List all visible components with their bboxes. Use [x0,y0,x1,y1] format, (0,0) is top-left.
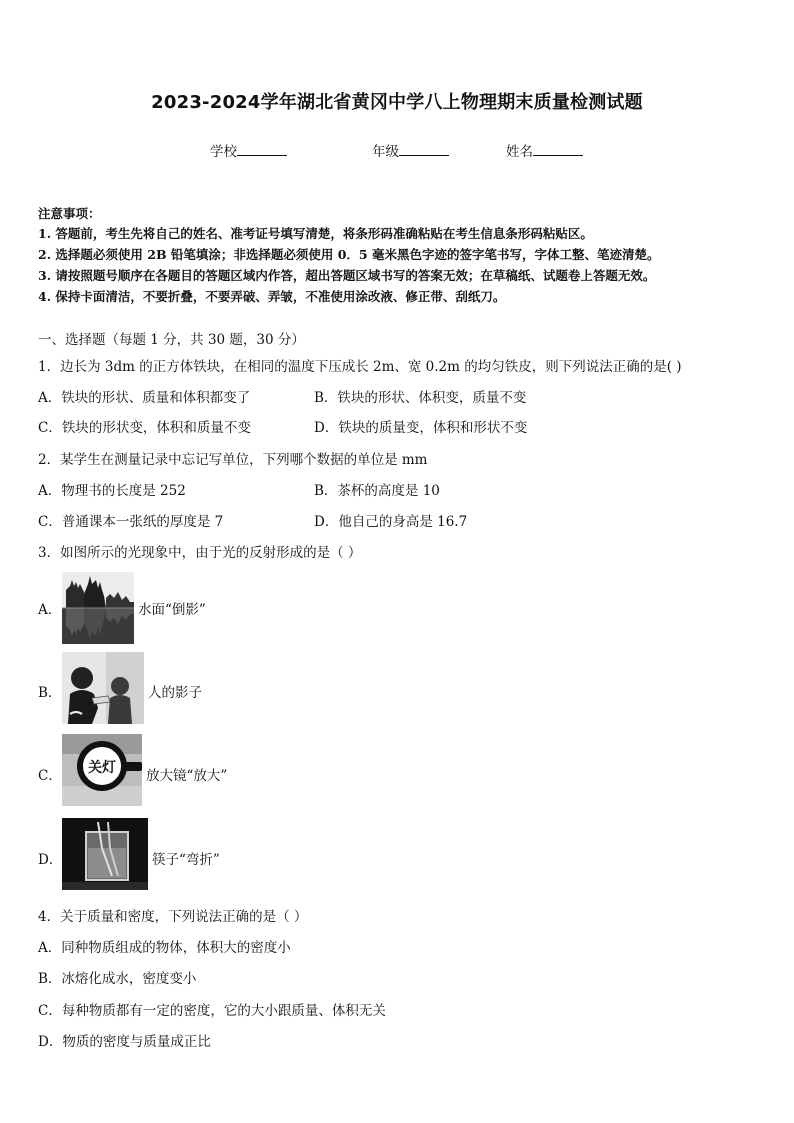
q4-option-b[interactable]: B．冰熔化成水，密度变小 [38,971,197,987]
q3-option-a-photo[interactable] [62,572,134,644]
q3-option-c-photo[interactable] [62,734,142,806]
chopsticks-photo-icon [62,818,148,890]
notice-heading: 注意事项： [38,206,101,221]
q3-option-b-photo[interactable] [62,652,144,724]
q2-option-d[interactable]: D．他自己的身高是 16.7 [314,514,468,530]
grade-label: 年级 [372,144,399,160]
q2-stem: 2．某学生在测量记录中忘记写单位，下列哪个数据的单位是 mm [38,452,428,468]
magnifier-photo-icon [62,734,142,806]
q4-stem: 4．关于质量和密度，下列说法正确的是（ ） [38,909,308,925]
q4-option-a[interactable]: A．同种物质组成的物体，体积大的密度小 [38,940,291,956]
q3-option-d-letter[interactable]: D． [38,852,63,868]
notice-item-1: 1. 答题前，考生先将自己的姓名、准考证号填写清楚，将条形码准确粘贴在考生信息条形码粘贴区。 [38,226,593,241]
page-title: 2023-2024学年湖北省黄冈中学八上物理期末质量检测试题 [151,92,643,113]
grade-field[interactable] [372,140,449,160]
school-blank [237,143,287,156]
q3-option-d-photo[interactable] [62,818,148,890]
notice-item-3: 3. 请按照题号顺序在各题目的答题区域内作答，超出答题区域书写的答案无效；在草稿纸、试题卷上答题无效。 [38,268,656,283]
notice-item-2: 2. 选择题必须使用 2B 铅笔填涂；非选择题必须使用 0．5 毫米黑色字迹的签字笔书写，字体工整、笔迹清楚。 [38,247,660,262]
q3-option-b-letter[interactable]: B． [38,685,62,701]
section-heading: 一、选择题（每题 1 分，共 30 题，30 分） [38,332,305,348]
q2-option-a[interactable]: A．物理书的长度是 252 [38,483,186,499]
q3-option-d-text[interactable]: 筷子“弯折” [152,852,220,868]
q1-option-a[interactable]: A．铁块的形状、质量和体积都变了 [38,390,251,406]
q4-option-c[interactable]: C．每种物质都有一定的密度，它的大小跟质量、体积无关 [38,1003,386,1019]
name-blank [533,143,583,156]
q1-option-d[interactable]: D．铁块的质量变，体积和形状不变 [314,420,528,436]
q3-option-b-text[interactable]: 人的影子 [148,685,202,701]
notice-item-4: 4. 保持卡面清洁，不要折叠，不要弄破、弄皱，不准使用涂改液、修正带、刮纸刀。 [38,289,506,304]
q2-option-b[interactable]: B．茶杯的高度是 10 [314,483,440,499]
q3-option-c-text[interactable]: 放大镜“放大” [146,768,228,784]
q1-stem: 1．边长为 3dm 的正方体铁块，在相同的温度下压成长 2m、宽 0.2m 的均匀铁皮，则下列说法正确的是( ) [38,359,682,375]
school-label: 学校 [210,144,237,160]
grade-blank [399,143,449,156]
q4-option-d[interactable]: D．物质的密度与质量成正比 [38,1034,211,1050]
q3-option-a-letter[interactable]: A． [38,602,62,618]
name-field[interactable] [506,140,583,160]
q3-option-c-letter[interactable]: C． [38,768,62,784]
reflection-photo-icon [62,572,134,644]
magnifier-sign-text: 关灯 [88,760,116,776]
name-label: 姓名 [506,144,533,160]
q1-option-c[interactable]: C．铁块的形状变，体积和质量不变 [38,420,251,436]
q3-option-a-text[interactable]: 水面“倒影” [138,602,206,618]
q2-option-c[interactable]: C．普通课本一张纸的厚度是 7 [38,514,224,530]
school-field[interactable] [210,140,287,160]
q3-stem: 3．如图所示的光现象中，由于光的反射形成的是（ ） [38,545,362,561]
q1-option-b[interactable]: B．铁块的形状、体积变，质量不变 [314,390,527,406]
shadow-photo-icon [62,652,144,724]
